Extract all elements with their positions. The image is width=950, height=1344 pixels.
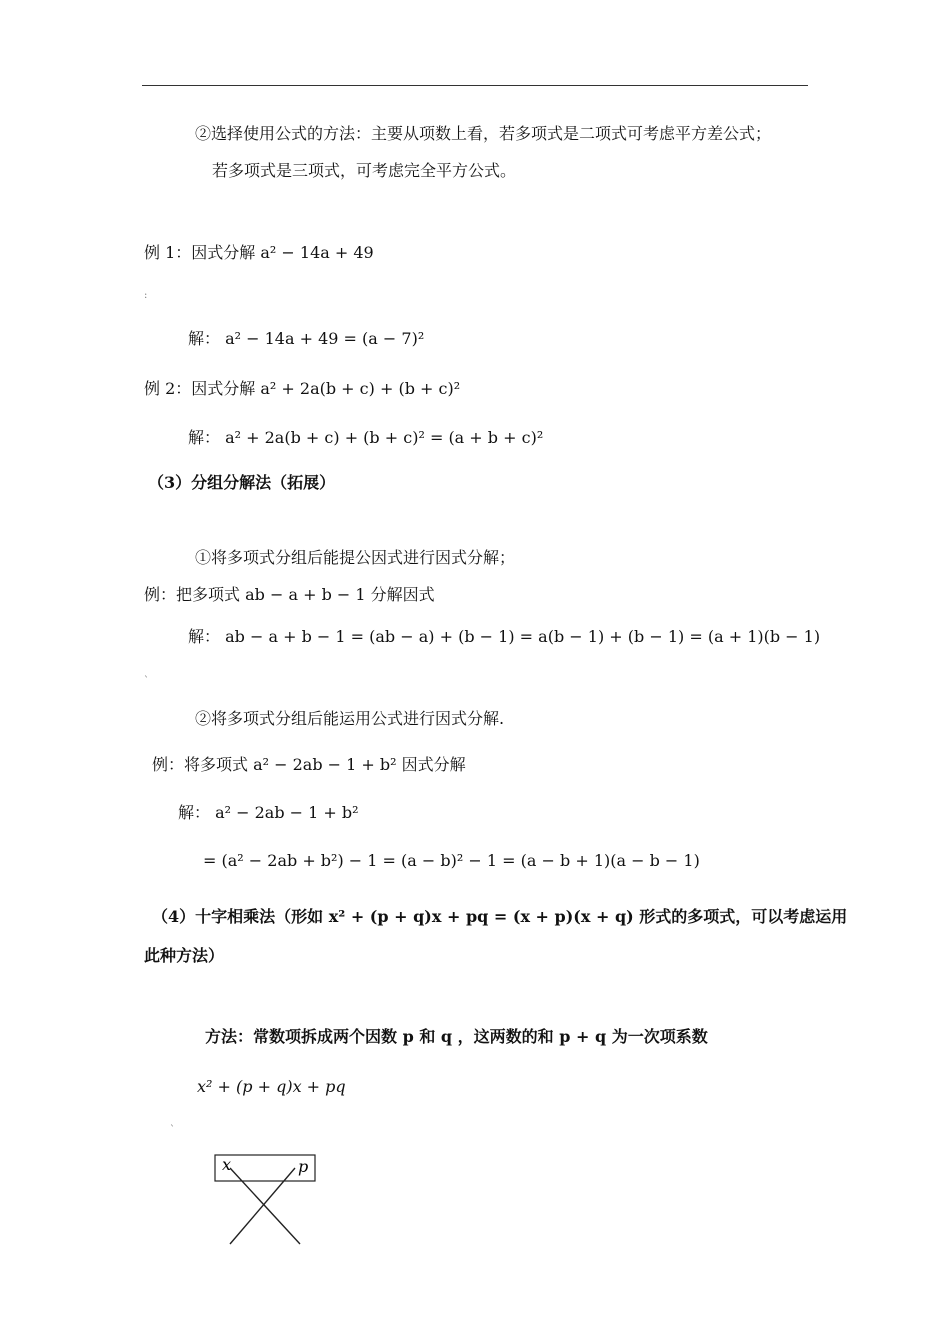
grouping-method-1: ①将多项式分组后能提公因式进行因式分解； — [195, 548, 516, 567]
example-2: 例 2：因式分解 a² + 2a(b + c) + (b + c)² — [144, 379, 461, 398]
header-rule — [142, 85, 808, 86]
cross-method-description: 方法：常数项拆成两个因数 p 和 q ，这两数的和 p + q 为一次项系数 — [205, 1027, 708, 1046]
diagram-right-label: p — [298, 1157, 309, 1176]
example-3: 例：把多项式 ab − a + b − 1 分解因式 — [144, 585, 435, 604]
section-4-heading-line-1: （4）十字相乘法（形如 x² + (p + q)x + pq = (x + p)(x + q) 形式的多项式，可以考虑运用 — [152, 907, 848, 926]
solution-2: 解： a² + 2a(b + c) + (b + c)² = (a + b + c)² — [188, 428, 544, 447]
stray-mark: : — [144, 290, 148, 301]
cross-multiplication-diagram — [210, 1150, 330, 1250]
cross-method-expression: x² + (p + q)x + pq — [197, 1077, 346, 1096]
formula-method-line-1: ②选择使用公式的方法：主要从项数上看，若多项式是二项式可考虑平方差公式； — [195, 124, 772, 143]
section-4-heading-line-2: 此种方法） — [144, 946, 225, 965]
solution-4-line-1: 解： a² − 2ab − 1 + b² — [178, 803, 359, 822]
solution-3: 解： ab − a + b − 1 = (ab − a) + (b − 1) = a(b − 1) + (b − 1) = (a + 1)(b − 1) — [188, 627, 821, 646]
example-4: 例：将多项式 a² − 2ab − 1 + b² 因式分解 — [152, 755, 466, 774]
stray-mark: ` — [170, 1125, 175, 1136]
solution-1: 解： a² − 14a + 49 = (a − 7)² — [188, 329, 425, 348]
stray-mark: ` — [144, 676, 149, 687]
grouping-method-2: ②将多项式分组后能运用公式进行因式分解. — [195, 709, 505, 728]
example-1: 例 1：因式分解 a² − 14a + 49 — [144, 243, 374, 262]
section-3-heading: （3）分组分解法（拓展） — [148, 473, 336, 492]
solution-4-line-2: = (a² − 2ab + b²) − 1 = (a − b)² − 1 = (a − b + 1)(a − b − 1) — [203, 851, 700, 870]
diagram-left-label: x — [222, 1155, 232, 1174]
formula-method-line-2: 若多项式是三项式，可考虑完全平方公式。 — [212, 161, 517, 180]
